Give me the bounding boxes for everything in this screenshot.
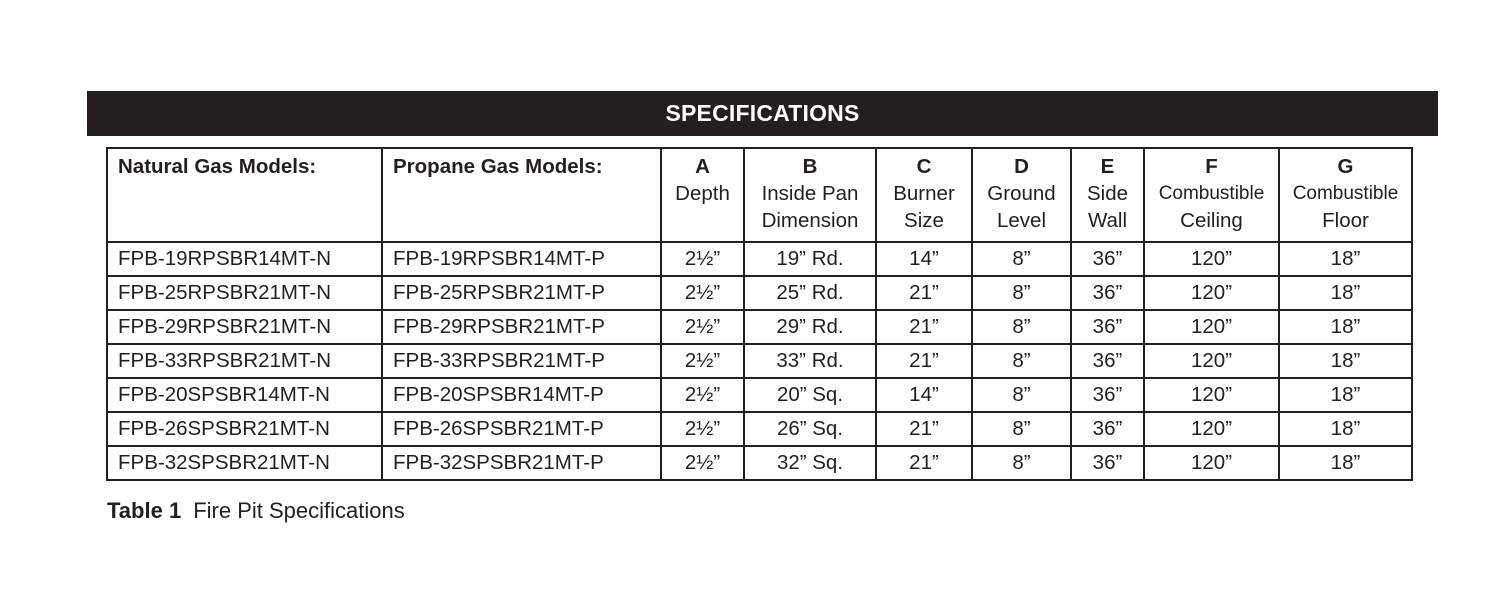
header-f-letter: F [1205, 155, 1218, 178]
natural-gas-model-cell: FPB-26SPSBR21MT-N [107, 412, 382, 446]
propane-gas-model-cell: FPB-25RPSBR21MT-P [382, 276, 661, 310]
table-row [107, 242, 1412, 276]
side-wall-cell: 36” [1071, 242, 1144, 276]
inside-pan-cell: 19” Rd. [744, 242, 876, 276]
propane-gas-model-cell: FPB-26SPSBR21MT-P [382, 412, 661, 446]
header-g-combustible-floor [1279, 148, 1412, 242]
ground-level-cell: 8” [972, 412, 1071, 446]
table-body [107, 242, 1412, 480]
header-c-burner-size [876, 148, 972, 242]
side-wall-cell: 36” [1071, 378, 1144, 412]
header-b-line1: Inside Pan [761, 182, 859, 205]
depth-cell: 2½” [661, 344, 744, 378]
depth-cell: 2½” [661, 412, 744, 446]
header-a-depth [661, 148, 744, 242]
burner-size-cell: 21” [876, 344, 972, 378]
inside-pan-cell: 25” Rd. [744, 276, 876, 310]
combustible-ceiling-cell: 120” [1144, 310, 1279, 344]
header-g-line2: Floor [1322, 209, 1369, 232]
header-d-line1: Ground [987, 182, 1056, 205]
combustible-ceiling-cell: 120” [1144, 446, 1279, 480]
inside-pan-cell: 33” Rd. [744, 344, 876, 378]
combustible-ceiling-cell: 120” [1144, 344, 1279, 378]
burner-size-cell: 14” [876, 378, 972, 412]
ground-level-cell: 8” [972, 378, 1071, 412]
propane-gas-model-cell: FPB-19RPSBR14MT-P [382, 242, 661, 276]
header-d-letter: D [1014, 155, 1029, 178]
header-a-line1: Depth [675, 182, 730, 205]
depth-cell: 2½” [661, 276, 744, 310]
header-g-letter: G [1337, 155, 1354, 178]
header-g-line1: Combustible [1292, 183, 1399, 204]
table-row [107, 446, 1412, 480]
natural-gas-model-cell: FPB-25RPSBR21MT-N [107, 276, 382, 310]
combustible-floor-cell: 18” [1279, 446, 1412, 480]
ground-level-cell: 8” [972, 344, 1071, 378]
depth-cell: 2½” [661, 310, 744, 344]
inside-pan-cell: 29” Rd. [744, 310, 876, 344]
combustible-floor-cell: 18” [1279, 276, 1412, 310]
depth-cell: 2½” [661, 446, 744, 480]
inside-pan-cell: 26” Sq. [744, 412, 876, 446]
header-f-line1: Combustible [1158, 183, 1265, 204]
ground-level-cell: 8” [972, 446, 1071, 480]
combustible-ceiling-cell: 120” [1144, 378, 1279, 412]
combustible-ceiling-cell: 120” [1144, 242, 1279, 276]
burner-size-cell: 21” [876, 446, 972, 480]
specifications-table [106, 147, 1413, 481]
ground-level-cell: 8” [972, 242, 1071, 276]
side-wall-cell: 36” [1071, 446, 1144, 480]
table-caption-label: Table 1 [107, 498, 182, 523]
combustible-ceiling-cell: 120” [1144, 412, 1279, 446]
burner-size-cell: 21” [876, 276, 972, 310]
combustible-floor-cell: 18” [1279, 242, 1412, 276]
combustible-ceiling-cell: 120” [1144, 276, 1279, 310]
section-title: SPECIFICATIONS [665, 100, 860, 126]
propane-gas-model-cell: FPB-29RPSBR21MT-P [382, 310, 661, 344]
side-wall-cell: 36” [1071, 412, 1144, 446]
header-f-line2: Ceiling [1180, 209, 1243, 232]
header-c-line2: Size [904, 209, 944, 232]
header-e-line2: Wall [1087, 209, 1128, 232]
section-banner [87, 91, 1438, 136]
table-row [107, 276, 1412, 310]
header-propane-gas-models: Propane Gas Models: [382, 148, 661, 242]
combustible-floor-cell: 18” [1279, 412, 1412, 446]
header-b-letter: B [802, 155, 818, 178]
burner-size-cell: 21” [876, 310, 972, 344]
table-row [107, 310, 1412, 344]
propane-gas-model-cell: FPB-32SPSBR21MT-P [382, 446, 661, 480]
propane-gas-model-cell: FPB-33RPSBR21MT-P [382, 344, 661, 378]
natural-gas-model-cell: FPB-32SPSBR21MT-N [107, 446, 382, 480]
header-b-line2: Dimension [761, 209, 859, 232]
natural-gas-model-cell: FPB-29RPSBR21MT-N [107, 310, 382, 344]
table-row [107, 412, 1412, 446]
header-d-line2: Level [996, 209, 1046, 232]
combustible-floor-cell: 18” [1279, 378, 1412, 412]
header-f-combustible-ceiling [1144, 148, 1279, 242]
propane-gas-model-cell: FPB-20SPSBR14MT-P [382, 378, 661, 412]
header-a-letter: A [695, 155, 710, 178]
side-wall-cell: 36” [1071, 344, 1144, 378]
ground-level-cell: 8” [972, 276, 1071, 310]
depth-cell: 2½” [661, 242, 744, 276]
table-caption [107, 498, 405, 524]
burner-size-cell: 21” [876, 412, 972, 446]
natural-gas-model-cell: FPB-33RPSBR21MT-N [107, 344, 382, 378]
side-wall-cell: 36” [1071, 276, 1144, 310]
burner-size-cell: 14” [876, 242, 972, 276]
side-wall-cell: 36” [1071, 310, 1144, 344]
header-c-line1: Burner [893, 182, 955, 205]
combustible-floor-cell: 18” [1279, 344, 1412, 378]
header-e-line1: Side [1086, 182, 1129, 205]
inside-pan-cell: 32” Sq. [744, 446, 876, 480]
header-c-letter: C [916, 155, 932, 178]
table-row [107, 344, 1412, 378]
inside-pan-cell: 20” Sq. [744, 378, 876, 412]
header-d-ground-level [972, 148, 1071, 242]
table-row [107, 378, 1412, 412]
header-e-side-wall [1071, 148, 1144, 242]
natural-gas-model-cell: FPB-20SPSBR14MT-N [107, 378, 382, 412]
table-caption-text: Fire Pit Specifications [193, 498, 405, 523]
depth-cell: 2½” [661, 378, 744, 412]
header-e-letter: E [1100, 155, 1115, 178]
header-natural-gas-models: Natural Gas Models: [107, 148, 382, 242]
natural-gas-model-cell: FPB-19RPSBR14MT-N [107, 242, 382, 276]
ground-level-cell: 8” [972, 310, 1071, 344]
table-header-row [107, 148, 1412, 242]
header-b-inside-pan [744, 148, 876, 242]
combustible-floor-cell: 18” [1279, 310, 1412, 344]
